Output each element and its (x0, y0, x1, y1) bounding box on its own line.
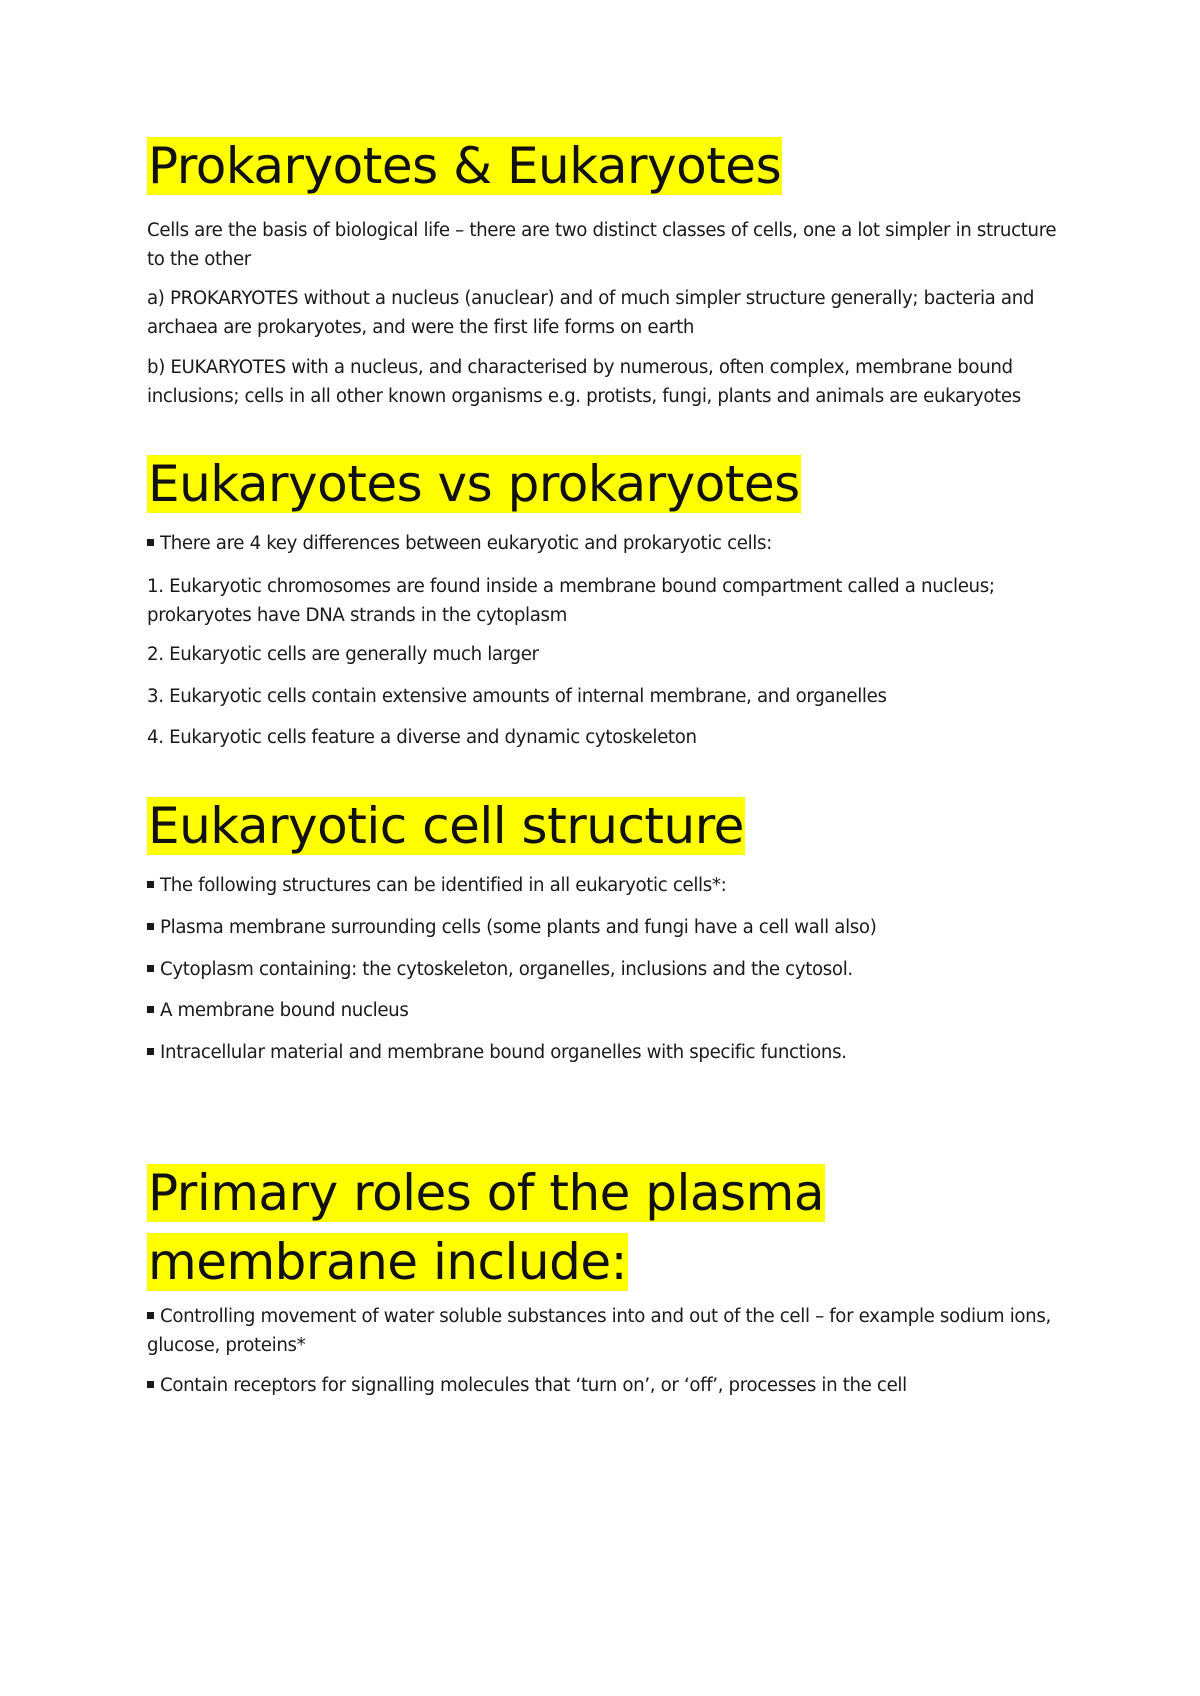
numbered-item: 1. Eukaryotic chromosomes are found inside a membrane bound compartment called a nucleus; prokaryotes have DNA strands in the cytoplasm (147, 576, 995, 626)
section-2-item-3 (147, 682, 1067, 711)
section-2-item-1 (147, 572, 1067, 630)
section-3-bullet-1 (147, 871, 1067, 900)
section-3-bullet-4 (147, 996, 1067, 1025)
section-2-item-4 (147, 723, 1067, 752)
section-prokaryotes-eukaryotes (147, 132, 1067, 201)
section-4-bullet-1 (147, 1302, 1067, 1360)
numbered-item: 3. Eukaryotic cells contain extensive amounts of internal membrane, and organelles (147, 686, 887, 707)
section-heading: Eukaryotic cell structure (148, 797, 744, 855)
bullet-item: Plasma membrane surrounding cells (some plants and fungi have a cell wall also) (147, 913, 1067, 942)
square-bullet-icon (147, 1381, 154, 1388)
square-bullet-icon (147, 1312, 154, 1319)
section-heading: Primary roles of the plasma membrane include: (148, 1164, 824, 1291)
square-bullet-icon (147, 965, 154, 972)
paragraph: a) PROKARYOTES without a nucleus (anuclear) and of much simpler structure generally; bacteria and archaea are prokaryotes, and were the first life forms on earth (147, 288, 1035, 338)
numbered-item: 2. Eukaryotic cells are generally much larger (147, 644, 539, 665)
paragraph: Cells are the basis of biological life – there are two distinct classes of cells, one a lot simpler in structure to the other (147, 220, 1057, 270)
square-bullet-icon (147, 1048, 154, 1055)
paragraph: b) EUKARYOTES with a nucleus, and characterised by numerous, often complex, membrane bound inclusions; cells in all other known organisms e.g. protists, fungi, plants and animals are eukaryotes (147, 357, 1021, 407)
section-2-item-2 (147, 640, 1067, 669)
bullet-item: Contain receptors for signalling molecules that ‘turn on’, or ‘off’, processes in the cell (147, 1371, 1067, 1400)
section-3-bullet-2 (147, 913, 1067, 942)
bullet-item: Cytoplasm containing: the cytoskeleton, organelles, inclusions and the cytosol. (147, 955, 1067, 984)
square-bullet-icon (147, 539, 154, 546)
bullet-item: A membrane bound nucleus (147, 996, 1067, 1025)
section-heading: Eukaryotes vs prokaryotes (148, 455, 800, 513)
bullet-item: The following structures can be identified in all eukaryotic cells*: (147, 871, 1067, 900)
bullet-item: Intracellular material and membrane bound organelles with specific functions. (147, 1038, 1067, 1067)
bullet-item: There are 4 key differences between eukaryotic and prokaryotic cells: (147, 529, 1067, 558)
numbered-item: 4. Eukaryotic cells feature a diverse and dynamic cytoskeleton (147, 727, 697, 748)
section-2-bullet-intro (147, 529, 1067, 558)
section-eukaryotes-vs-prokaryotes (147, 450, 1067, 519)
section-heading: Prokaryotes & Eukaryotes (148, 137, 782, 195)
section-1-para-2 (147, 284, 1067, 342)
section-1-para-3 (147, 353, 1067, 411)
section-1-para-1 (147, 216, 1067, 274)
square-bullet-icon (147, 923, 154, 930)
section-3-bullet-3 (147, 955, 1067, 984)
square-bullet-icon (147, 1006, 154, 1013)
section-4-bullet-2 (147, 1371, 1067, 1400)
section-plasma-membrane-roles (147, 1159, 1067, 1297)
bullet-item: Controlling movement of water soluble substances into and out of the cell – for example sodium ions, glucose, proteins* (147, 1306, 1051, 1356)
square-bullet-icon (147, 881, 154, 888)
section-eukaryotic-cell-structure (147, 792, 1067, 861)
section-3-bullet-5 (147, 1038, 1067, 1067)
